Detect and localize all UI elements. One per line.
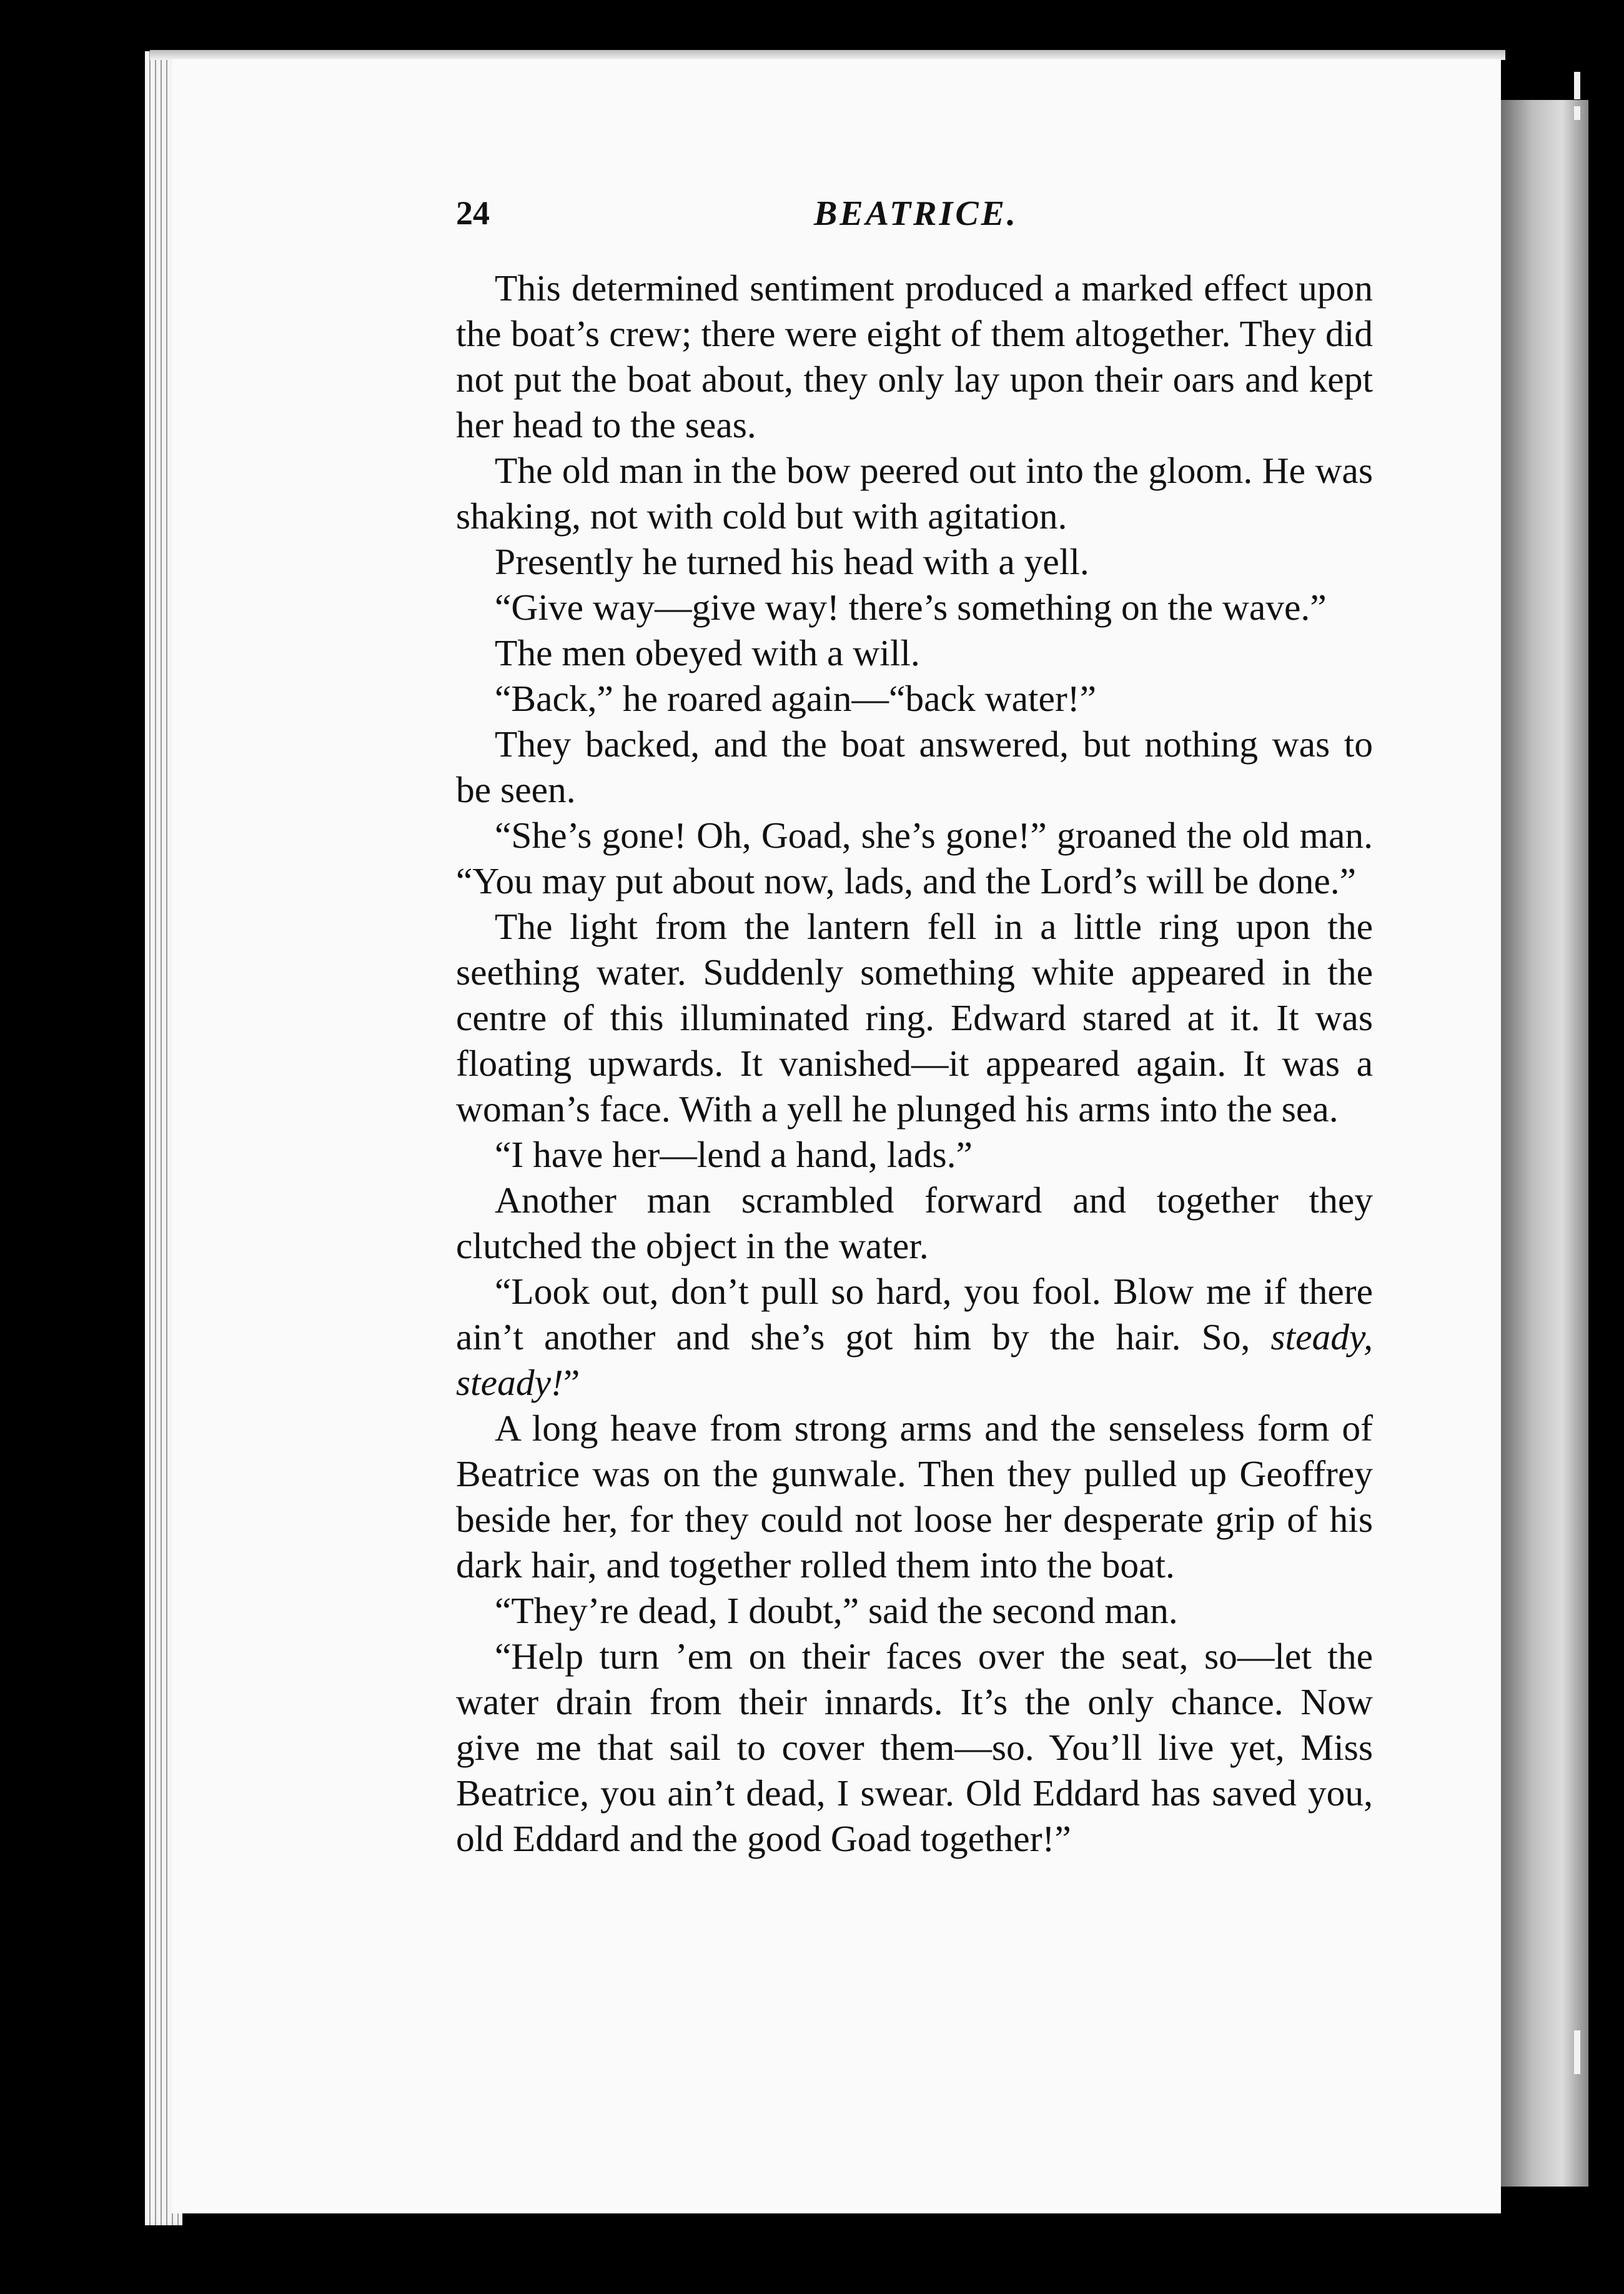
paragraph: They backed, and the boat answered, but nothing was to be seen. <box>456 723 1373 810</box>
page-number: 24 <box>456 194 490 232</box>
paragraph: The light from the lantern fell in a little ring upon the seething water. Suddenly something white appeared in the centre of this illuminated ring. Edward stared at it. It was floating upwards. It vanished—it appeared again. It was a woman’s face. With a yell he plunged his arms into the sea. <box>456 906 1373 1130</box>
paragraph: Presently he turned his head with a yell. <box>495 541 1089 582</box>
scan-artifact <box>1574 2030 1580 2074</box>
paragraph: “Give way—give way! there’s something on the wave.” <box>495 587 1327 628</box>
paragraph: “She’s gone! Oh, Goad, she’s gone!” groaned the old man. “You may put about now, lads, and the Lord’s will be done.” <box>456 815 1373 901</box>
paragraph-text: “Look out, don’t pull so hard, you fool. Blow me if there ain’t another and she’s got him by the hair. So, <box>456 1271 1373 1358</box>
paragraph: “Back,” he roared again—“back water!” <box>495 678 1096 719</box>
paragraph: The men obeyed with a will. <box>495 632 920 673</box>
scan-artifact <box>1574 72 1580 99</box>
paragraph: “I have her—lend a hand, lads.” <box>495 1134 973 1175</box>
paragraph: This determined sentiment produced a marked effect upon the boat’s crew; there were eight of them altogether. They did not put the boat about, they only lay upon their oars and kept her head to the seas. <box>456 267 1373 445</box>
paragraph-with-italic <box>456 1269 1373 1406</box>
page-top-edge <box>150 50 1505 60</box>
paragraph: The old man in the bow peered out into the gloom. He was shaking, not with cold but with agitation. <box>456 450 1373 537</box>
running-title: BEATRICE. <box>814 194 1019 233</box>
paragraph: “Help turn ’em on their faces over the seat, so—let the water drain from their innards. It’s the only chance. Now give me that sail to cover them—so. You’ll live yet, Miss Beatrice, you ain’t dead, I swear. Old Eddard has saved you, old Eddard and the good Goad together!” <box>456 1636 1373 1859</box>
paragraph: A long heave from strong arms and the senseless form of Beatrice was on the gunwale. Then they pulled up Geoffrey beside her, for they could not loose her desperate grip of his dark hair, and together rolled them into the boat. <box>456 1408 1373 1586</box>
facing-page-curl <box>1501 100 1588 2187</box>
paragraph: Another man scrambled forward and together they clutched the object in the water. <box>456 1179 1373 1266</box>
italic-phrase: steady, steady! <box>456 1316 1373 1403</box>
page-header <box>456 194 1380 237</box>
paragraph: “They’re dead, I doubt,” said the second man. <box>495 1590 1178 1631</box>
body-text <box>456 266 1373 1862</box>
scan-artifact <box>1574 106 1580 120</box>
closing-quote: ” <box>563 1362 580 1403</box>
